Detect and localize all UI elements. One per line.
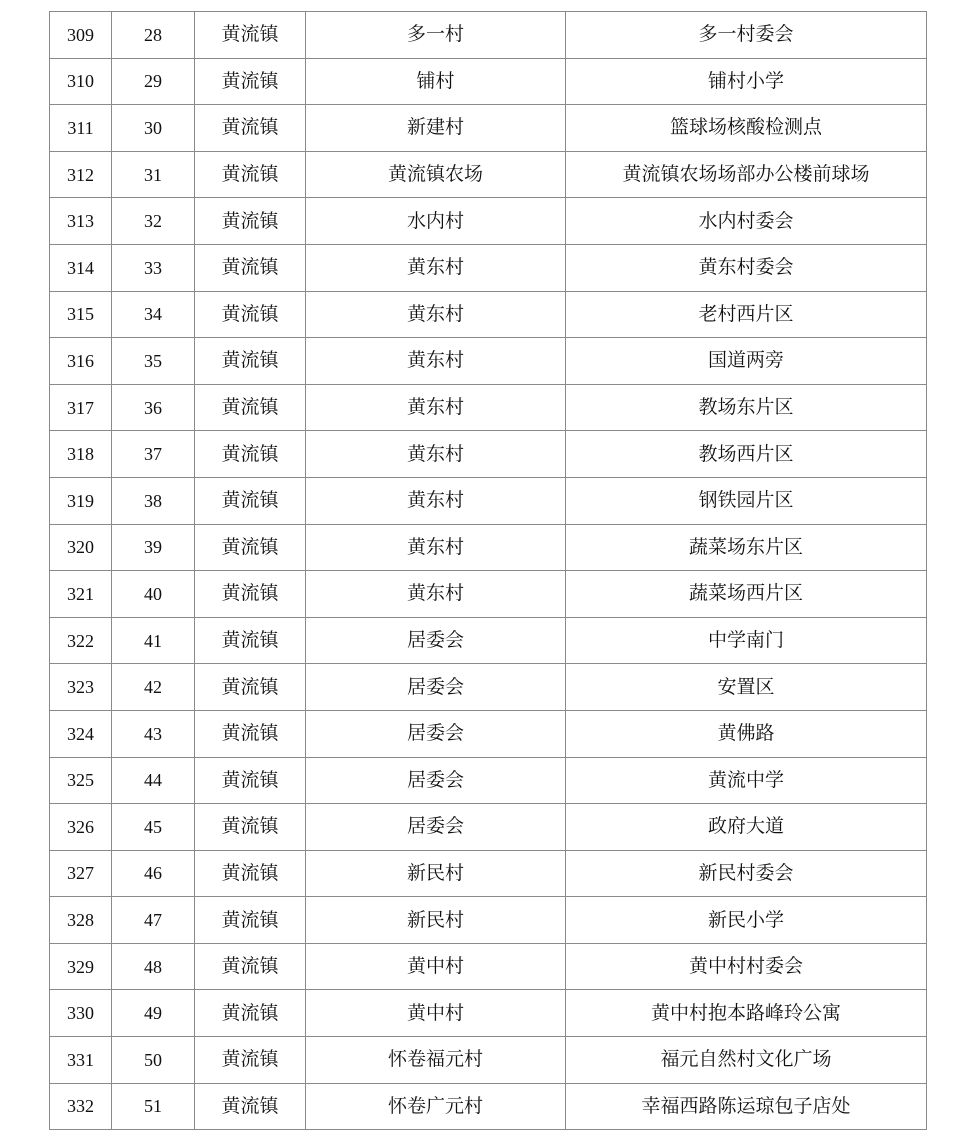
global-index-cell: 309 xyxy=(50,12,112,59)
global-index-cell: 312 xyxy=(50,151,112,198)
table-row xyxy=(50,105,927,152)
global-index-cell: 324 xyxy=(50,710,112,757)
global-index-cell: 319 xyxy=(50,477,112,524)
town-cell: 黄流镇 xyxy=(195,664,306,711)
town-cell: 黄流镇 xyxy=(195,897,306,944)
town-index-cell: 49 xyxy=(112,990,195,1037)
table-row xyxy=(50,524,927,571)
town-cell: 黄流镇 xyxy=(195,105,306,152)
table-row xyxy=(50,1083,927,1130)
table-row xyxy=(50,244,927,291)
site-cell: 国道两旁 xyxy=(566,338,927,385)
town-index-cell: 39 xyxy=(112,524,195,571)
global-index-cell: 323 xyxy=(50,664,112,711)
village-cell: 怀卷广元村 xyxy=(306,1083,566,1130)
global-index-cell: 318 xyxy=(50,431,112,478)
table-body xyxy=(50,12,927,1130)
site-cell: 福元自然村文化广场 xyxy=(566,1037,927,1084)
table-row xyxy=(50,664,927,711)
town-cell: 黄流镇 xyxy=(195,943,306,990)
town-cell: 黄流镇 xyxy=(195,1083,306,1130)
site-cell: 多一村委会 xyxy=(566,12,927,59)
global-index-cell: 321 xyxy=(50,571,112,618)
town-cell: 黄流镇 xyxy=(195,757,306,804)
table-row xyxy=(50,477,927,524)
town-index-cell: 31 xyxy=(112,151,195,198)
table-row xyxy=(50,897,927,944)
town-index-cell: 43 xyxy=(112,710,195,757)
town-cell: 黄流镇 xyxy=(195,617,306,664)
town-index-cell: 51 xyxy=(112,1083,195,1130)
village-cell: 黄流镇农场 xyxy=(306,151,566,198)
village-cell: 铺村 xyxy=(306,58,566,105)
village-cell: 居委会 xyxy=(306,710,566,757)
table-row xyxy=(50,943,927,990)
town-cell: 黄流镇 xyxy=(195,58,306,105)
town-cell: 黄流镇 xyxy=(195,338,306,385)
town-index-cell: 41 xyxy=(112,617,195,664)
town-index-cell: 36 xyxy=(112,384,195,431)
town-cell: 黄流镇 xyxy=(195,244,306,291)
site-cell: 安置区 xyxy=(566,664,927,711)
town-index-cell: 46 xyxy=(112,850,195,897)
site-cell: 教场西片区 xyxy=(566,431,927,478)
town-index-cell: 34 xyxy=(112,291,195,338)
table-row xyxy=(50,198,927,245)
village-cell: 居委会 xyxy=(306,664,566,711)
town-index-cell: 37 xyxy=(112,431,195,478)
town-cell: 黄流镇 xyxy=(195,571,306,618)
town-cell: 黄流镇 xyxy=(195,524,306,571)
town-index-cell: 28 xyxy=(112,12,195,59)
town-index-cell: 29 xyxy=(112,58,195,105)
village-cell: 新建村 xyxy=(306,105,566,152)
site-cell: 新民村委会 xyxy=(566,850,927,897)
site-cell: 黄东村委会 xyxy=(566,244,927,291)
global-index-cell: 310 xyxy=(50,58,112,105)
village-cell: 居委会 xyxy=(306,617,566,664)
town-index-cell: 48 xyxy=(112,943,195,990)
village-cell: 多一村 xyxy=(306,12,566,59)
table-row xyxy=(50,571,927,618)
global-index-cell: 315 xyxy=(50,291,112,338)
town-cell: 黄流镇 xyxy=(195,198,306,245)
village-cell: 黄东村 xyxy=(306,244,566,291)
table-row xyxy=(50,710,927,757)
town-cell: 黄流镇 xyxy=(195,990,306,1037)
table-row xyxy=(50,757,927,804)
town-index-cell: 38 xyxy=(112,477,195,524)
global-index-cell: 313 xyxy=(50,198,112,245)
village-cell: 黄东村 xyxy=(306,524,566,571)
town-cell: 黄流镇 xyxy=(195,151,306,198)
site-cell: 政府大道 xyxy=(566,804,927,851)
site-cell: 蔬菜场西片区 xyxy=(566,571,927,618)
town-cell: 黄流镇 xyxy=(195,850,306,897)
village-cell: 水内村 xyxy=(306,198,566,245)
town-index-cell: 30 xyxy=(112,105,195,152)
table-row xyxy=(50,12,927,59)
village-cell: 黄东村 xyxy=(306,338,566,385)
village-cell: 居委会 xyxy=(306,757,566,804)
global-index-cell: 327 xyxy=(50,850,112,897)
town-index-cell: 45 xyxy=(112,804,195,851)
global-index-cell: 314 xyxy=(50,244,112,291)
village-cell: 怀卷福元村 xyxy=(306,1037,566,1084)
site-cell: 篮球场核酸检测点 xyxy=(566,105,927,152)
global-index-cell: 326 xyxy=(50,804,112,851)
table-row xyxy=(50,1037,927,1084)
town-index-cell: 32 xyxy=(112,198,195,245)
table-row xyxy=(50,804,927,851)
village-cell: 黄中村 xyxy=(306,943,566,990)
town-index-cell: 40 xyxy=(112,571,195,618)
town-index-cell: 33 xyxy=(112,244,195,291)
town-cell: 黄流镇 xyxy=(195,12,306,59)
village-cell: 黄东村 xyxy=(306,477,566,524)
village-cell: 黄东村 xyxy=(306,291,566,338)
global-index-cell: 325 xyxy=(50,757,112,804)
town-index-cell: 47 xyxy=(112,897,195,944)
town-cell: 黄流镇 xyxy=(195,710,306,757)
site-cell: 黄流镇农场场部办公楼前球场 xyxy=(566,151,927,198)
village-cell: 黄东村 xyxy=(306,384,566,431)
global-index-cell: 332 xyxy=(50,1083,112,1130)
global-index-cell: 317 xyxy=(50,384,112,431)
village-cell: 新民村 xyxy=(306,897,566,944)
global-index-cell: 331 xyxy=(50,1037,112,1084)
site-cell: 钢铁园片区 xyxy=(566,477,927,524)
site-cell: 幸福西路陈运琼包子店处 xyxy=(566,1083,927,1130)
site-cell: 老村西片区 xyxy=(566,291,927,338)
town-cell: 黄流镇 xyxy=(195,477,306,524)
town-cell: 黄流镇 xyxy=(195,804,306,851)
global-index-cell: 311 xyxy=(50,105,112,152)
table-row xyxy=(50,431,927,478)
site-cell: 黄佛路 xyxy=(566,710,927,757)
table-row xyxy=(50,58,927,105)
town-index-cell: 50 xyxy=(112,1037,195,1084)
town-index-cell: 44 xyxy=(112,757,195,804)
town-cell: 黄流镇 xyxy=(195,291,306,338)
global-index-cell: 316 xyxy=(50,338,112,385)
site-cell: 铺村小学 xyxy=(566,58,927,105)
town-cell: 黄流镇 xyxy=(195,1037,306,1084)
site-cell: 黄中村抱本路峰玲公寓 xyxy=(566,990,927,1037)
site-cell: 教场东片区 xyxy=(566,384,927,431)
site-cell: 蔬菜场东片区 xyxy=(566,524,927,571)
testing-sites-table xyxy=(49,11,927,1130)
town-cell: 黄流镇 xyxy=(195,384,306,431)
table-row xyxy=(50,384,927,431)
table-row xyxy=(50,850,927,897)
global-index-cell: 328 xyxy=(50,897,112,944)
global-index-cell: 320 xyxy=(50,524,112,571)
site-cell: 黄流中学 xyxy=(566,757,927,804)
village-cell: 居委会 xyxy=(306,804,566,851)
village-cell: 黄东村 xyxy=(306,431,566,478)
table-row xyxy=(50,990,927,1037)
global-index-cell: 329 xyxy=(50,943,112,990)
town-index-cell: 35 xyxy=(112,338,195,385)
site-cell: 水内村委会 xyxy=(566,198,927,245)
village-cell: 黄东村 xyxy=(306,571,566,618)
table-row xyxy=(50,338,927,385)
town-cell: 黄流镇 xyxy=(195,431,306,478)
site-cell: 新民小学 xyxy=(566,897,927,944)
village-cell: 黄中村 xyxy=(306,990,566,1037)
village-cell: 新民村 xyxy=(306,850,566,897)
global-index-cell: 330 xyxy=(50,990,112,1037)
site-cell: 中学南门 xyxy=(566,617,927,664)
table-row xyxy=(50,617,927,664)
table-row xyxy=(50,151,927,198)
table-row xyxy=(50,291,927,338)
global-index-cell: 322 xyxy=(50,617,112,664)
town-index-cell: 42 xyxy=(112,664,195,711)
site-cell: 黄中村村委会 xyxy=(566,943,927,990)
